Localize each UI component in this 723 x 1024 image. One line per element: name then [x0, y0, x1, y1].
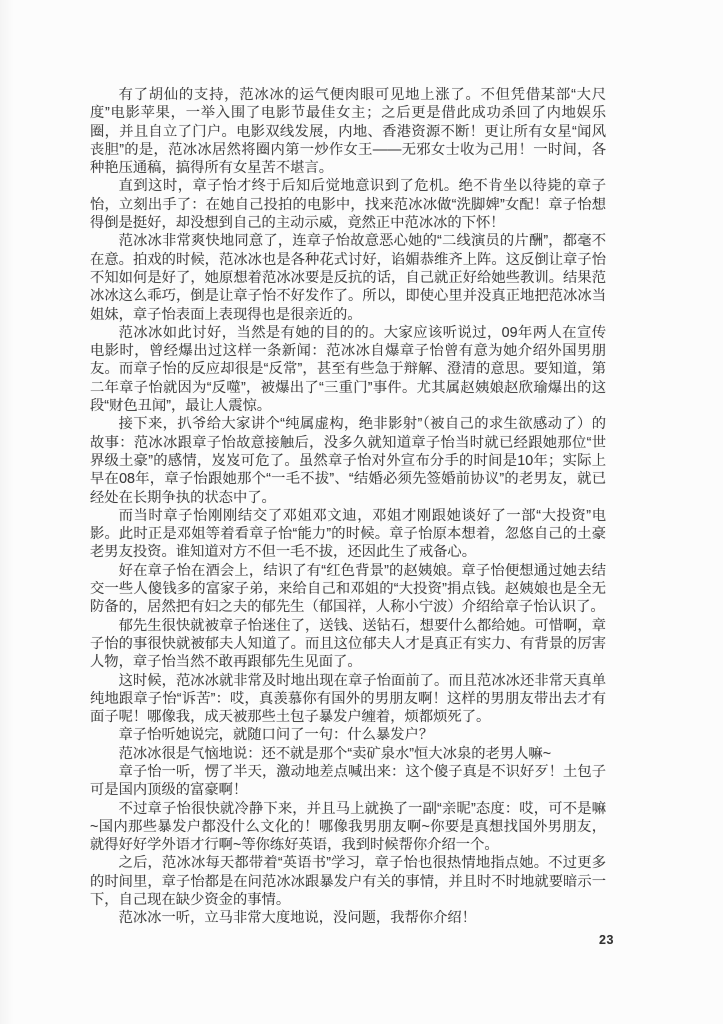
paragraph: 之后，范冰冰每天都带着“英语书”学习，章子怡也很热情地指点她。不过更多的时间里，章子怡都是在问范冰冰跟暴发户有关的事情，并且时不时地就要暗示一下，自己现在缺少资金的事情。	[90, 855, 606, 909]
paragraph: 不过章子怡很快就冷静下来，并且马上就换了一副“亲昵”态度：哎，可不是嘛~国内那些暴发户都没什么文化的！哪像我男朋友啊~你要是真想找国外男朋友，就得好好学外语才行啊~等你练好英语，我到时候帮你介绍一个。	[90, 800, 606, 854]
paragraph: 郁先生很快就被章子怡迷住了，送钱、送钻石，想要什么都给她。可惜啊，章子怡的事很快就被郁夫人知道了。而且这位郁夫人才是真正有实力、有背景的厉害人物，章子怡当然不敢再跟郁先生见面了。	[90, 617, 606, 671]
paragraph: 章子怡听她说完，就随口问了一句：什么暴发户？	[118, 727, 434, 744]
paragraph: 范冰冰很是气恼地说：还不就是那个“卖矿泉水”恒大冰泉的老男人嘛~	[118, 745, 552, 762]
page-number: 23	[599, 933, 614, 947]
paragraph: 直到这时，章子怡才终于后知后觉地意识到了危机。绝不肯坐以待毙的章子怡，立刻出手了：在她自己投拍的电影中，找来范冰冰做“洗脚婢”女配！章子怡想得倒是挺好，却没想到自己的主动示威，竟然正中范冰冰的下怀！	[90, 178, 606, 232]
paragraph: 好在章子怡在酒会上，结识了有“红色背景”的赵姨娘。章子怡便想通过她去结交一些人傻钱多的富家子弟，来给自己和邓姐的“大投资”捐点钱。赵姨娘也是全无防备的，居然把有妇之夫的郁先生（郁国祥，人称小宁波）介绍给章子怡认识了。	[90, 562, 606, 616]
paragraph: 有了胡仙的支持，范冰冰的运气便肉眼可见地上涨了。不但凭借某部“大尺度”电影苹果，一举入围了电影节最佳女主；之后更是借此成功杀回了内地娱乐圈，并且自立了门户。电影双线发展，内地、香港资源不断！更让所有女星“闻风丧胆”的是，范冰冰居然将圈内第一炒作女王——无邪女士收为己用！一时间，各种艳压通稿，搞得所有女星苦不堪言。	[90, 87, 606, 177]
paragraph: 这时候，范冰冰就非常及时地出现在章子怡面前了。而且范冰冰还非常天真单纯地跟章子怡“诉苦”：哎，真羡慕你有国外的男朋友啊！这样的男朋友带出去才有面子呢！哪像我，成天被那些土包子暴发户缠着，烦都烦死了。	[90, 672, 606, 726]
paragraph: 章子怡一听，愣了半天，激动地差点喊出来：这个傻子真是不识好歹！土包子可是国内顶级的富豪啊！	[90, 763, 606, 799]
paragraph: 而当时章子怡刚刚结交了邓姐邓文迪，邓姐才刚跟她谈好了一部“大投资”电影。此时正是邓姐等着看章子怡“能力”的时候。章子怡原本想着，忽悠自己的土豪老男友投资。谁知道对方不但一毛不拔，还因此生了戒备心。	[90, 507, 606, 561]
paragraph: 范冰冰非常爽快地同意了，连章子怡故意恶心她的“二线演员的片酬”，都毫不在意。拍戏的时候，范冰冰也是各种花式讨好，谄媚恭维齐上阵。这反倒让章子怡不知如何是好了，她原想着范冰冰要是反抗的话，自己就正好给她些教训。结果范冰冰这么乖巧，倒是让章子怡不好发作了。所以，即使心里并没真正地把范冰冰当姐妹，章子怡表面上表现得也是很亲近的。	[90, 233, 606, 323]
paragraph: 接下来，扒爷给大家讲个“纯属虚构，绝非影射”（被自己的求生欲感动了）的故事：范冰冰跟章子怡故意接触后，没多久就知道章子怡当时就已经跟她那位“世界级土豪”的感情，岌岌可危了。虽然章子怡对外宣布分手的时间是10年；实际上早在08年，章子怡跟她那个“一毛不拔”、“结婚必须先签婚前协议”的老男友，就已经处在长期争执的状态中了。	[90, 416, 606, 506]
paragraph: 范冰冰如此讨好，当然是有她的目的的。大家应该听说过，09年两人在宣传电影时，曾经爆出过这样一条新闻：范冰冰自爆章子怡曾有意为她介绍外国男朋友。而章子怡的反应却很是“反常”，甚至有些急于辩解、澄清的意思。要知道，第二年章子怡就因为“反噬”，被爆出了“三重门”事件。尤其属赵姨娘赵欣瑜爆出的这段“财色丑闻”，最让人震惊。	[90, 324, 606, 415]
body-text	[90, 86, 606, 928]
paragraph: 范冰冰一听，立马非常大度地说，没问题，我帮你介绍！	[118, 910, 477, 927]
